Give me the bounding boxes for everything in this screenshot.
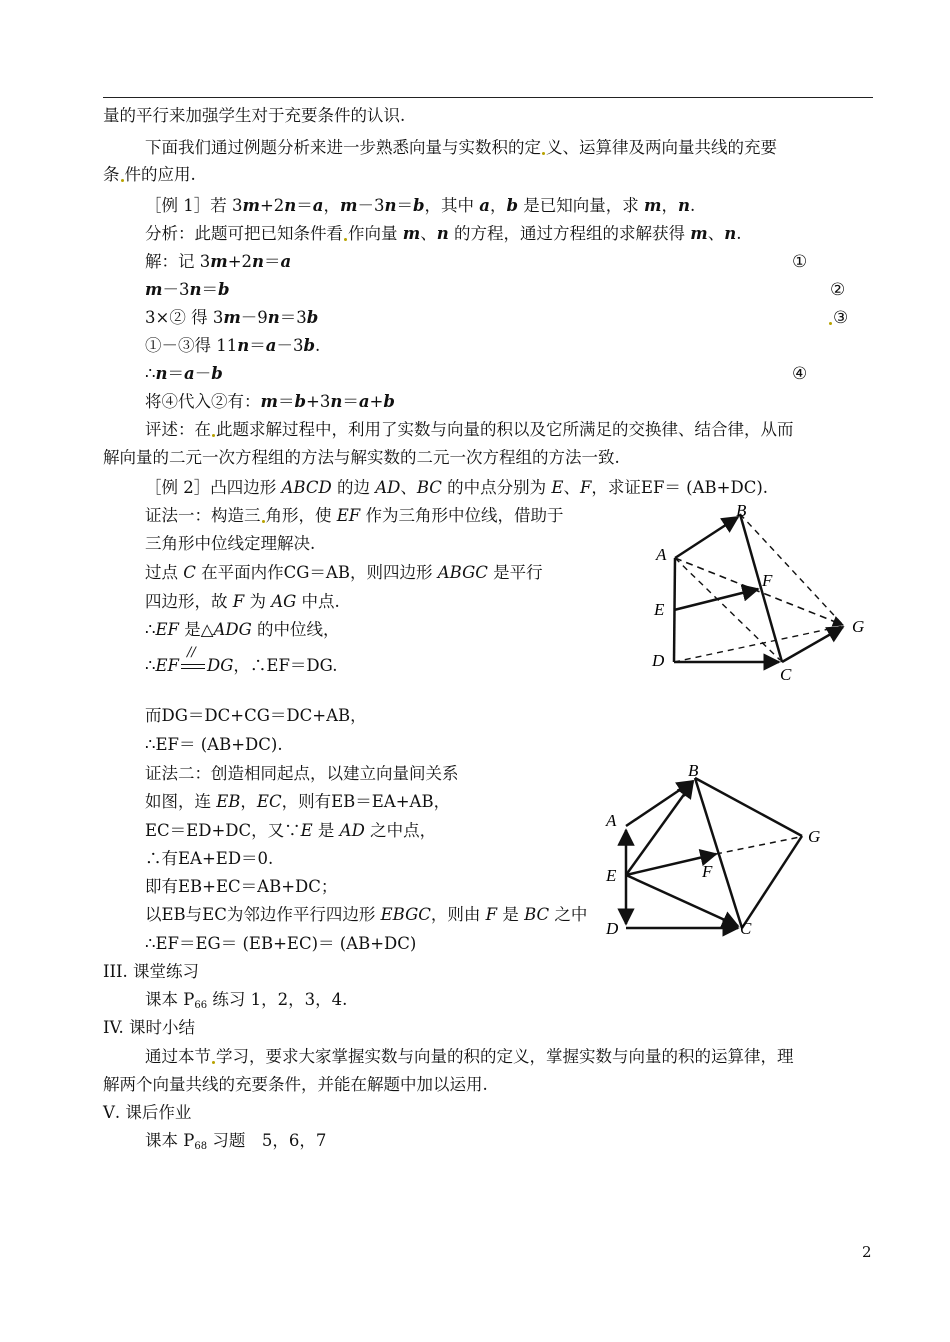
label-b: B bbox=[688, 761, 699, 780]
label-c: C bbox=[780, 665, 792, 684]
parallel-equal-symbol: // bbox=[179, 655, 207, 675]
method2-line-1: 证法二：创造相同起点，以建立向量间关系 bbox=[145, 764, 459, 783]
label-a: A bbox=[656, 545, 667, 564]
tag-4: ④ bbox=[792, 364, 808, 384]
page-number: 2 bbox=[862, 1243, 872, 1261]
label-f: F bbox=[762, 571, 773, 590]
example2-statement: ［例 2］凸四边形 ABCD 的边 AD、BC 的中点分别为 E、F，求证EF＝ (AB+DC). bbox=[145, 478, 768, 497]
stray-dot bbox=[542, 152, 545, 155]
method1-line-7: 而DG＝DC+CG＝DC+AB， bbox=[145, 706, 367, 725]
intro-line-2: 下面我们通过例题分析来进一步熟悉向量与实数积的定 义、运算律及两向量共线的充要 bbox=[145, 138, 777, 157]
step-4: ①－③得 11n＝a－3b. bbox=[145, 336, 321, 355]
vector-ec bbox=[626, 875, 738, 926]
method1-line-2: 三角形中位线定理解决. bbox=[145, 534, 316, 553]
stray-dot bbox=[212, 1061, 215, 1064]
label-a: A bbox=[606, 811, 617, 830]
example1-analysis: 分析：此题可把已知条件看 作向量 m、n 的方程，通过方程组的求解获得 m、n. bbox=[145, 224, 742, 243]
example1-statement: ［例 1］若 3m+2n＝a，m－3n＝b，其中 a，b 是已知向量，求 m，n. bbox=[145, 196, 696, 215]
stray-dot bbox=[212, 434, 215, 437]
section-4-line-1: 通过本节 学习，要求大家掌握实数与向量的积的定义，掌握实数与向量的积的运算律，理 bbox=[145, 1047, 794, 1066]
header-rule bbox=[103, 97, 873, 98]
intro-line-1: 量的平行来加强学生对于充要条件的认识. bbox=[103, 106, 406, 125]
method1-line-5: ∴EF 是△ADG 的中位线， bbox=[145, 620, 340, 639]
dashed-ag bbox=[675, 558, 843, 625]
label-g: G bbox=[808, 827, 821, 846]
vector-ab bbox=[675, 517, 738, 558]
step-2: m－3n＝b bbox=[145, 280, 230, 299]
method1-line-8: ∴EF＝ (AB+DC). bbox=[145, 735, 283, 754]
method2-line-5: 即有EB+EC＝AB+DC； bbox=[145, 877, 338, 896]
section-3-body: 课本 $P_{66}$ 练习 1，2，3，4. bbox=[145, 990, 348, 1011]
stray-dot bbox=[344, 238, 347, 241]
step-5: ∴n＝a－b bbox=[145, 364, 223, 383]
dashed-dg bbox=[674, 626, 843, 662]
step-3: 3×② 得 3m－9n＝3b bbox=[145, 308, 319, 327]
vector-ab bbox=[626, 781, 693, 826]
tag-2: ② bbox=[830, 280, 846, 300]
method2-line-2: 如图，连 EB，EC，则有EB＝EA+AB， bbox=[145, 792, 451, 811]
label-f: F bbox=[702, 862, 713, 881]
dashed-fg bbox=[716, 837, 800, 854]
label-c: C bbox=[740, 919, 752, 938]
label-d: D bbox=[606, 919, 619, 938]
comment-line-2: 解向量的二元一次方程组的方法与解实数的二元一次方程组的方法一致. bbox=[103, 448, 620, 467]
label-d: D bbox=[652, 651, 665, 670]
method2-line-3: EC＝ED+DC，又∵E 是 AD 之中点， bbox=[145, 821, 437, 840]
stray-dot bbox=[121, 179, 124, 182]
tag-1: ① bbox=[792, 252, 808, 272]
method1-line-4: 四边形，故 F 为 AG 中点. bbox=[145, 592, 340, 611]
comment-line-1: 评述：在 此题求解过程中，利用了实数与向量的积以及它所满足的交换律、结合律，从而 bbox=[145, 420, 794, 439]
method2-line-4: ∴有EA+ED＝0. bbox=[145, 849, 274, 868]
section-4-title: IV. 课时小结 bbox=[103, 1018, 196, 1037]
method1-line-3: 过点 C 在平面内作CG＝AB，则四边形 ABGC 是平行 bbox=[145, 563, 543, 582]
figure-1-quadrilateral bbox=[640, 500, 880, 690]
tag-3: ③ bbox=[828, 308, 848, 328]
label-b: B bbox=[736, 501, 747, 520]
section-5-body: 课本 $P_{68}$ 习题 5，6，7 bbox=[145, 1131, 327, 1152]
intro-line-3: 条 件的应用. bbox=[103, 165, 196, 184]
label-e: E bbox=[654, 600, 665, 619]
label-e: E bbox=[606, 866, 617, 885]
step-6: 将④代入②有：m＝b+3n＝a+b bbox=[145, 392, 395, 411]
method1-line-6: ∴EF // DG，∴EF＝DG. bbox=[145, 645, 338, 675]
stray-dot bbox=[262, 520, 265, 523]
segment-cg bbox=[742, 836, 802, 928]
vector-ef bbox=[674, 589, 758, 610]
label-g: G bbox=[852, 617, 865, 636]
method2-line-6: 以EB与EC为邻边作平行四边形 EBGC，则由 F 是 BC 之中 bbox=[145, 905, 588, 924]
section-3-title: III. 课堂练习 bbox=[103, 962, 200, 981]
section-5-title: Ⅴ. 课后作业 bbox=[103, 1103, 192, 1122]
figure-2-parallelogram bbox=[600, 760, 840, 940]
section-4-line-2: 解两个向量共线的充要条件，并能在解题中加以运用. bbox=[103, 1075, 488, 1094]
method1-line-1: 证法一：构造三 角形，使 EF 作为三角形中位线，借助于 bbox=[145, 506, 564, 525]
vector-cg bbox=[782, 627, 843, 662]
method2-line-7: ∴EF＝EG＝ (EB+EC)＝ (AB+DC) bbox=[145, 934, 417, 953]
step-1: 解：记 3m+2n＝a bbox=[145, 252, 292, 271]
